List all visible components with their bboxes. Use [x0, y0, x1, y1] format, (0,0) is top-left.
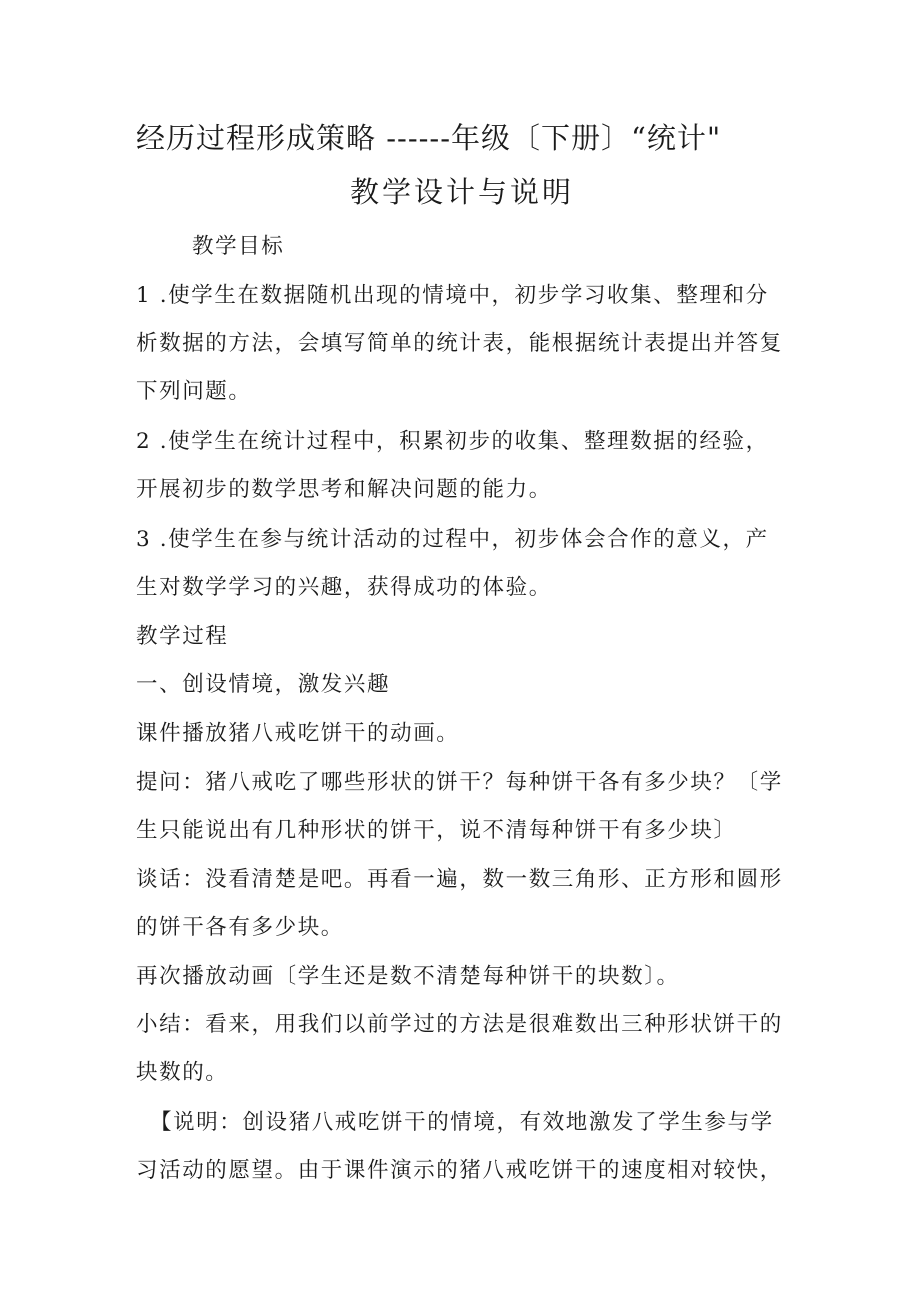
goal-2-line-1: 2 .使学生在统计过程中，积累初步的收集、整理数据的经验， [136, 429, 769, 454]
paragraph-line: 课件播放猪八戒吃饼干的动画。 [136, 721, 460, 746]
paragraph-line: 再次播放动画〔学生还是数不清楚每种饼干的块数〕。 [136, 964, 680, 989]
paragraph-line: 小结：看来，用我们以前学过的方法是很难数出三种形状饼干的 [136, 1012, 783, 1037]
goal-2-line-2: 开展初步的数学思考和解决问题的能力。 [136, 477, 552, 502]
note-line-1: 【说明：创设猪八戒吃饼干的情境，有效地激发了学生参与学 [150, 1110, 774, 1135]
subsection-heading-1: 一、创设情境，激发兴趣 [136, 672, 391, 697]
paragraph-line: 提问：猪八戒吃了哪些形状的饼干？每种饼干各有多少块？〔学 [136, 770, 783, 795]
paragraph-line: 块数的。 [136, 1060, 229, 1085]
paragraph-line: 生只能说出有几种形状的饼干，说不清每种饼干有多少块〕 [136, 818, 737, 843]
document-title-line-2: 教学设计与说明 [350, 175, 575, 209]
paragraph-line: 的饼干各有多少块。 [136, 915, 344, 940]
paragraph-line: 谈话：没看清楚是吧。再看一遍，数一数三角形、正方形和圆形 [136, 867, 783, 892]
goal-1-line-1: 1 .使学生在数据随机出现的情境中，初步学习收集、整理和分 [136, 283, 769, 308]
goal-1-line-3: 下列问题。 [136, 379, 252, 404]
note-line-2: 习活动的愿望。由于课件演示的猪八戒吃饼干的速度相对较快， [136, 1158, 783, 1183]
section-heading-teaching-process: 教学过程 [136, 624, 229, 649]
goal-3-line-2: 生对数学学习的兴趣，获得成功的体验。 [136, 575, 552, 600]
section-heading-teaching-goals: 教学目标 [192, 234, 285, 259]
document-title-line-1: 经历过程形成策略 ------年级〔下册〕“统计" [136, 121, 722, 155]
goal-1-line-2: 析数据的方法，会填写简单的统计表，能根据统计表提出并答复 [136, 331, 783, 356]
goal-3-line-1: 3 .使学生在参与统计活动的过程中，初步体会合作的意义，产 [136, 527, 769, 552]
